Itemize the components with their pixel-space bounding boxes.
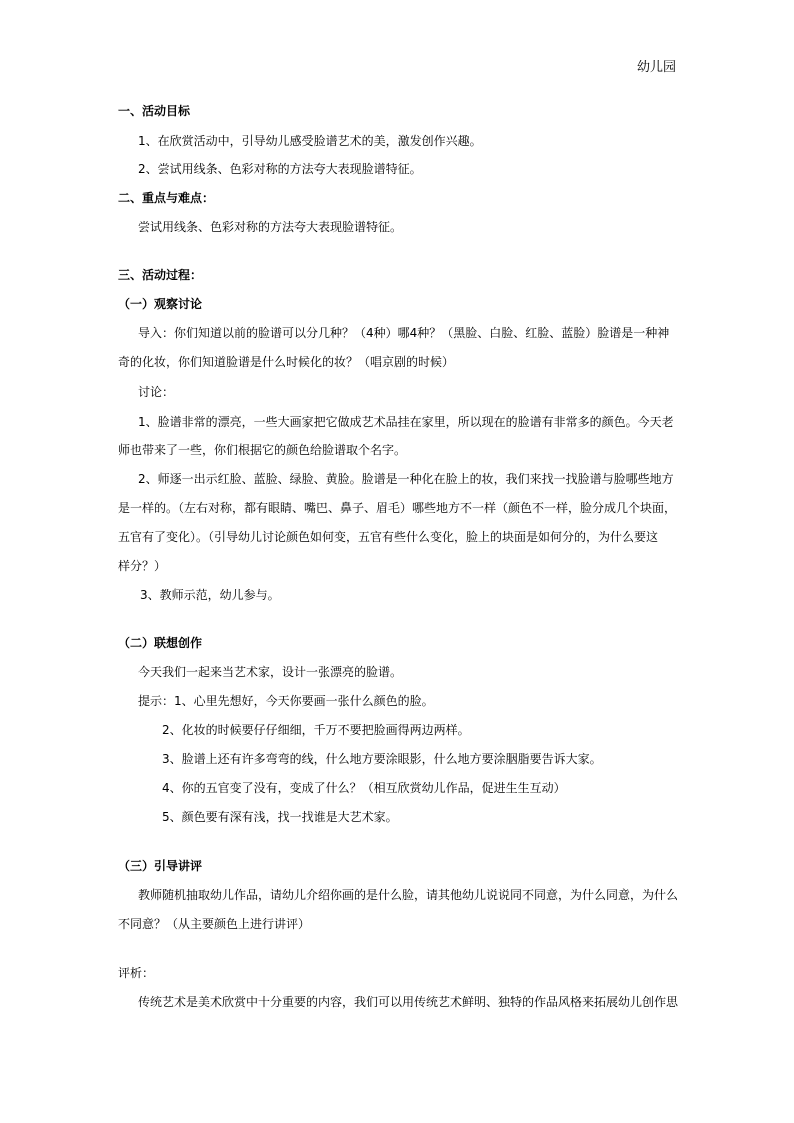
- part1-line: 五官有了变化）。（引导幼儿讨论颜色如何变，五官有些什么变化，脸上的块面是如何分的，为什么要这: [118, 530, 659, 544]
- key-points-text: 尝试用线条、色彩对称的方法夸大表现脸谱特征。: [138, 220, 403, 234]
- part1-line: 2、师逐一出示红脸、蓝脸、绿脸、黄脸。脸谱是一种化在脸上的妆，我们来找一找脸谱与脸哪些地方: [138, 472, 674, 486]
- header-kindergarten-label: 幼儿园: [636, 60, 676, 75]
- part3-line: 教师随机抽取幼儿作品，请幼儿介绍你画的是什么脸，请其他幼儿说说同不同意，为什么同意，为什么: [138, 888, 679, 902]
- part3-line: 不同意？（从主要颜色上进行讲评）: [118, 917, 311, 931]
- goal-item-1: 1、在欣赏活动中，引导幼儿感受脸谱艺术的美，激发创作兴趣。: [138, 134, 482, 148]
- part1-line: 导入：你们知道以前的脸谱可以分几种？（4种）哪4种？（黑脸、白脸、红脸、蓝脸）脸谱是一种神: [138, 326, 670, 340]
- review-title: 评析：: [118, 966, 155, 980]
- part1-title: （一）观察讨论: [118, 297, 203, 311]
- review-text: 传统艺术是美术欣赏中十分重要的内容，我们可以用传统艺术鲜明、独特的作品风格来拓展幼儿创作思: [138, 995, 679, 1009]
- part1-line: 3、教师示范，幼儿参与。: [140, 588, 280, 602]
- part1-line: 讨论：: [138, 385, 175, 399]
- part3-title: （三）引导讲评: [118, 859, 203, 873]
- part2-line: 提示：1、心里先想好，今天你要画一张什么颜色的脸。: [138, 694, 434, 708]
- part2-title: （二）联想创作: [118, 636, 203, 650]
- section-goals-title: 一、活动目标: [118, 104, 191, 118]
- part1-line: 奇的化妆，你们知道脸谱是什么时候化的妆？（唱京剧的时候）: [118, 355, 455, 369]
- part1-line: 是一样的。（左右对称，都有眼睛、嘴巴、鼻子、眉毛）哪些地方不一样（颜色不一样，脸分成几个块面，: [118, 501, 677, 515]
- part2-line: 5、颜色要有深有浅，找一找谁是大艺术家。: [162, 810, 398, 824]
- part1-line: 样分？）: [118, 559, 167, 573]
- section-process-title: 三、活动过程：: [118, 268, 203, 282]
- part1-line: 师也带来了一些，你们根据它的颜色给脸谱取个名字。: [118, 443, 407, 457]
- part2-line: 4、你的五官变了没有，变成了什么？（相互欣赏幼儿作品，促进生生互动）: [162, 781, 566, 795]
- section-key-points-title: 二、重点与难点：: [118, 191, 215, 205]
- part1-line: 1、脸谱非常的漂亮，一些大画家把它做成艺术品挂在家里，所以现在的脸谱有非常多的颜色。今天老: [138, 415, 674, 429]
- part2-line: 2、化妆的时候要仔仔细细，千万不要把脸画得两边两样。: [162, 723, 470, 737]
- part2-line: 3、脸谱上还有许多弯弯的线，什么地方要涂眼影，什么地方要涂胭脂要告诉大家。: [162, 752, 602, 766]
- goal-item-2: 2、尝试用线条、色彩对称的方法夸大表现脸谱特征。: [138, 162, 422, 176]
- part2-line: 今天我们一起来当艺术家，设计一张漂亮的脸谱。: [138, 665, 403, 679]
